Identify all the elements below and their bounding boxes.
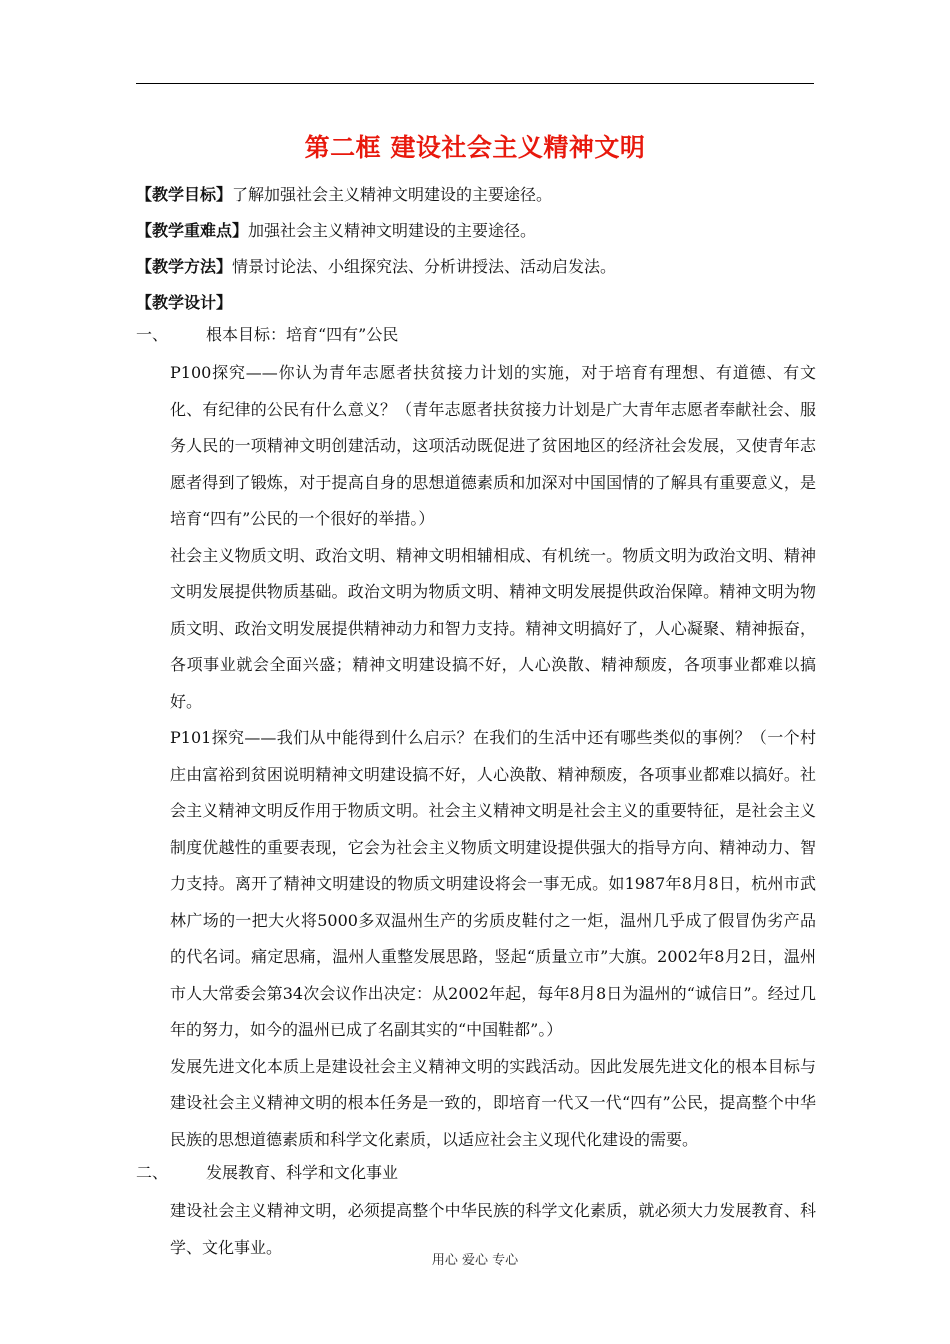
- teaching-focus: [136, 220, 816, 242]
- teaching-method-text: 情景讨论法、小组探究法、分析讲授法、活动启发法。: [232, 257, 617, 276]
- section-1-number: 一、: [136, 325, 169, 344]
- section-1-paragraph-2: 社会主义物质文明、政治文明、精神文明相辅相成、有机统一。物质文明为政治文明、精神文明发展提供物质基础。政治文明为物质文明、精神文明发展提供政治保障。精神文明为物质文明、政治文明发展提供精神动力和智力支持。精神文明搞好了，人心凝聚、精神振奋，各项事业就会全面兴盛；精神文明建设搞不好，人心涣散、精神颓废，各项事业都难以搞好。: [170, 545, 816, 711]
- section-1-heading: [136, 324, 816, 346]
- teaching-goal: [136, 184, 816, 206]
- header-rule: [136, 83, 814, 84]
- document-body: [136, 184, 816, 1266]
- teaching-focus-label: 【教学重难点】: [136, 221, 249, 240]
- page-title: 第二框 建设社会主义精神文明: [304, 133, 646, 162]
- section-2-heading: [136, 1162, 816, 1184]
- teaching-goal-text: 了解加强社会主义精神文明建设的主要途径。: [232, 185, 553, 204]
- section-2-paragraph-1: 建设社会主义精神文明，必须提高整个中华民族的科学文化素质，就必须大力发展教育、科学、文化事业。: [170, 1201, 816, 1257]
- teaching-method-label: 【教学方法】: [136, 257, 233, 276]
- teaching-method: [136, 256, 816, 278]
- section-2-number: 二、: [136, 1163, 169, 1182]
- page-footer: 用心 爱心 专心: [431, 1253, 519, 1268]
- teaching-design-label: 【教学设计】: [136, 293, 233, 312]
- teaching-focus-text: 加强社会主义精神文明建设的主要途径。: [248, 221, 537, 240]
- section-1-paragraph-1: P100探究——你认为青年志愿者扶贫接力计划的实施，对于培育有理想、有道德、有文化、有纪律的公民有什么意义？（青年志愿者扶贫接力计划是广大青年志愿者奉献社会、服务人民的一项精神文明创建活动，这项活动既促进了贫困地区的经济社会发展，又使青年志愿者得到了锻炼，对于提高自身的思想道德素质和加深对中国国情的了解具有重要意义，是培育“四有”公民的一个很好的举措。）: [170, 363, 816, 528]
- section-1-paragraph-3: P101探究——我们从中能得到什么启示？在我们的生活中还有哪些类似的事例？（一个村庄由富裕到贫困说明精神文明建设搞不好，人心涣散、精神颓废，各项事业都难以搞好。社会主义精神文明反作用于物质文明。社会主义精神文明是社会主义的重要特征，是社会主义制度优越性的重要表现，它会为社会主义物质文明建设提供强大的指导方向、精神动力、智力支持。离开了精神文明建设的物质文明建设将会一事无成。如1987年8月8日，杭州市武林广场的一把大火将5000多双温州生产的劣质皮鞋付之一炬，温州几乎成了假冒伪劣产品的代名词。痛定思痛，温州人重整发展思路，竖起“质量立市”大旗。2002年8月2日，温州市人大常委会第34次会议作出决定：从2002年起，每年8月8日为温州的“诚信日”。经过几年的努力，如今的温州已成了名副其实的“中国鞋都”。）: [170, 728, 816, 1039]
- teaching-goal-label: 【教学目标】: [136, 185, 233, 204]
- section-2-title: 发展教育、科学和文化事业: [206, 1163, 399, 1182]
- section-1-paragraph-4: 发展先进文化本质上是建设社会主义精神文明的实践活动。因此发展先进文化的根本目标与建设社会主义精神文明的根本任务是一致的，即培育一代又一代“四有”公民，提高整个中华民族的思想道德素质和科学文化素质，以适应社会主义现代化建设的需要。: [170, 1056, 816, 1149]
- section-1-title: 根本目标：培育“四有”公民: [206, 325, 399, 344]
